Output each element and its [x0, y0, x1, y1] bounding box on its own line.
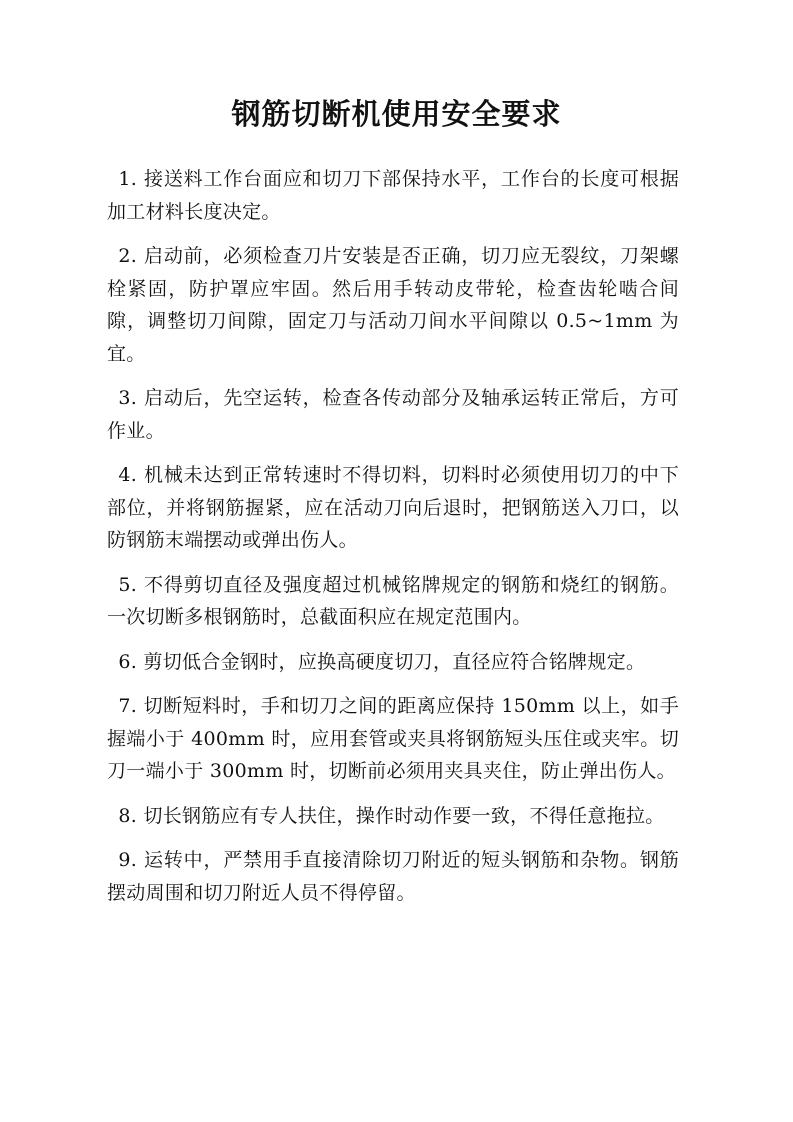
paragraph-5: 5. 不得剪切直径及强度超过机械铭牌规定的钢筋和烧红的钢筋。一次切断多根钢筋时，总截面积应在规定范围内。: [107, 573, 679, 628]
paragraph-6: 6. 剪切低合金钢时，应换高硬度切刀，直径应符合铭牌规定。: [118, 650, 646, 673]
paragraph-9: 9. 运转中，严禁用手直接清除切刀附近的短头钢筋和杂物。钢筋摆动周围和切刀附近人员不得停留。: [107, 849, 679, 904]
paragraph-1: 1. 接送料工作台面应和切刀下部保持水平，工作台的长度可根据加工材料长度决定。: [107, 168, 679, 223]
paragraph-8: 8. 切长钢筋应有专人扶住，操作时动作要一致，不得任意拖拉。: [118, 804, 665, 827]
document-body: [107, 163, 679, 921]
paragraph-4: 4. 机械未达到正常转速时不得切料，切料时必须使用切刀的中下部位，并将钢筋握紧，应在活动刀向后退时，把钢筋送入刀口，以防钢筋末端摆动或弹出伤人。: [107, 464, 679, 551]
paragraph-7: 7. 切断短料时，手和切刀之间的距离应保持 150mm 以上，如手握端小于 400mm 时，应用套管或夹具将钢筋短头压住或夹牢。切刀一端小于 300mm 时，切断前必须用夹具夹住，防止弹出伤人。: [107, 695, 679, 782]
paragraph-2: 2. 启动前，必须检查刀片安装是否正确，切刀应无裂纹，刀架螺栓紧固，防护罩应牢固。然后用手转动皮带轮，检查齿轮啮合间隙，调整切刀间隙，固定刀与活动刀间水平间隙以 0.5~1mm 为宜。: [107, 245, 679, 365]
paragraph-3: 3. 启动后，先空运转，检查各传动部分及轴承运转正常后，方可作业。: [107, 387, 679, 442]
document-title: 钢筋切断机使用安全要求: [231, 97, 562, 131]
